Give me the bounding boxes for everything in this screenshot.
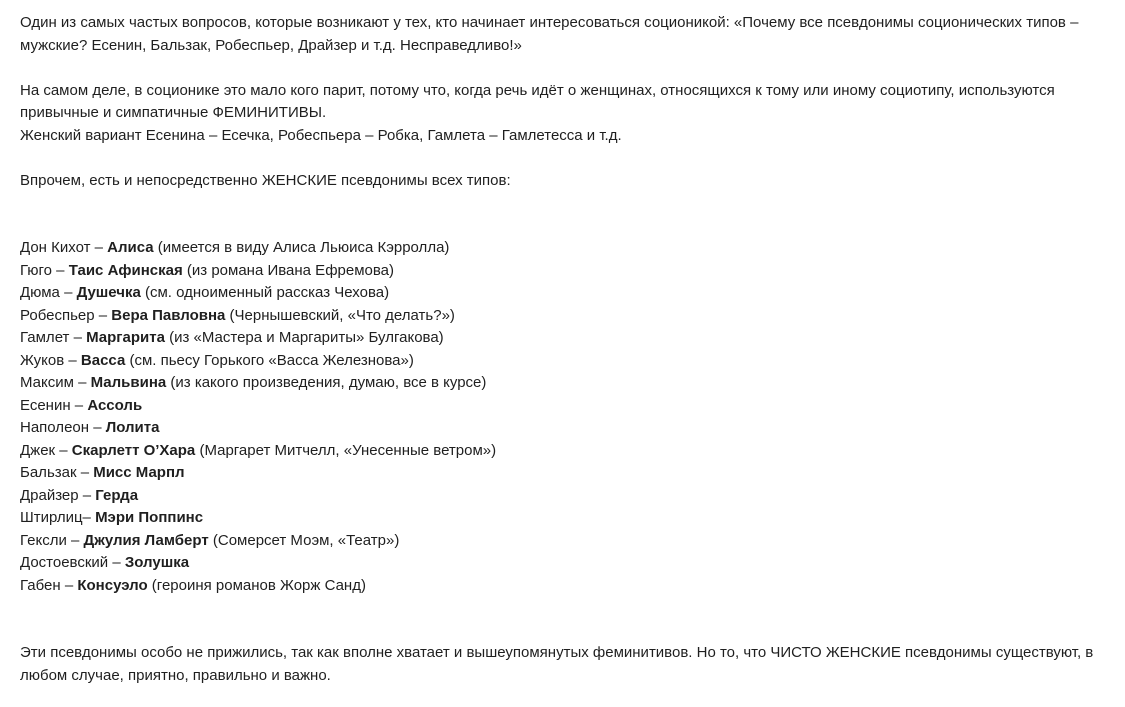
pseudonym-note: (Чернышевский, «Что делать?») <box>225 306 455 324</box>
list-item <box>20 507 1115 530</box>
pseudonym-note: (имеется в виду Алиса Льюиса Кэрролла) <box>153 239 450 256</box>
list-item <box>20 530 1115 553</box>
article-body <box>20 12 1115 687</box>
socionic-type: Робеспьер – <box>20 306 112 324</box>
list-item <box>20 462 1115 485</box>
list-item <box>20 327 1115 350</box>
pseudonym-note: (см. пьесу Горького «Васса Железнова») <box>125 351 414 369</box>
socionic-type: Гамлет – <box>20 329 87 346</box>
female-pseudonym: Джулия Ламберт <box>83 531 209 549</box>
socionic-type: Джек – <box>20 441 72 459</box>
pseudonym-list <box>20 237 1115 597</box>
socionic-type: Драйзер – <box>20 486 96 504</box>
socionic-type: Габен – <box>20 576 78 594</box>
list-item <box>20 237 1115 260</box>
intro-paragraph-feminitives: На самом деле, в соционике это мало кого парит, потому что, когда речь идёт о женщинах, относящихся к тому или иному социотипу, используются привычные и симпатичные ФЕМИНИТИВЫ. <box>20 81 1055 121</box>
pseudonym-note: (см. одноименный рассказ Чехова) <box>140 284 390 301</box>
spacer <box>20 597 1115 642</box>
intro-paragraph-examples: Женский вариант Есенина – Есечка, Робеспьера – Робка, Гамлета – Гамлетесса и т.д. <box>20 126 622 144</box>
female-pseudonym: Васса <box>80 351 126 369</box>
socionic-type: Штирлиц– <box>20 509 96 526</box>
pseudonym-note: (героиня романов Жорж Санд) <box>147 576 366 594</box>
spacer <box>20 57 1115 80</box>
female-pseudonym: Консуэло <box>77 576 148 594</box>
list-item <box>20 395 1115 418</box>
outro-paragraph: Эти псевдонимы особо не прижились, так как вполне хватает и вышеупомянутых феминитивов. Но то, что ЧИСТО ЖЕНСКИЕ псевдонимы существуют, в любом случае, приятно, правильно и важно. <box>20 644 1094 684</box>
list-item <box>20 440 1115 463</box>
socionic-type: Жуков – <box>20 351 81 369</box>
list-item <box>20 350 1115 373</box>
female-pseudonym: Мэри Поппинс <box>95 509 204 526</box>
spacer <box>20 147 1115 170</box>
socionic-type: Дюма – <box>20 284 77 301</box>
female-pseudonym: Мальвина <box>90 374 167 391</box>
list-item <box>20 485 1115 508</box>
female-pseudonym: Алиса <box>107 239 154 256</box>
intro-paragraph-question: Один из самых частых вопросов, которые возникают у тех, кто начинает интересоваться соционикой: «Почему все псевдонимы соционических типов – мужские? Есенин, Бальзак, Робеспьер, Драйзер и т.д. Несправедливо!» <box>20 14 1079 54</box>
list-item <box>20 372 1115 395</box>
intro-paragraph-lead: Впрочем, есть и непосредственно ЖЕНСКИЕ псевдонимы всех типов: <box>20 171 511 189</box>
list-item <box>20 552 1115 575</box>
female-pseudonym: Таис Афинская <box>68 261 183 279</box>
list-item <box>20 575 1115 598</box>
spacer <box>20 192 1115 237</box>
list-item <box>20 417 1115 440</box>
female-pseudonym: Герда <box>95 486 139 504</box>
socionic-type: Бальзак – <box>20 464 94 481</box>
socionic-type: Достоевский – <box>20 554 125 571</box>
socionic-type: Гексли – <box>20 531 84 549</box>
female-pseudonym: Лолита <box>105 419 160 436</box>
female-pseudonym: Мисс Марпл <box>93 464 185 481</box>
list-item <box>20 260 1115 283</box>
pseudonym-note: (Сомерсет Моэм, «Театр») <box>208 531 400 549</box>
list-item <box>20 282 1115 305</box>
female-pseudonym: Душечка <box>76 284 141 301</box>
socionic-type: Максим – <box>20 374 91 391</box>
pseudonym-note: (Маргарет Митчелл, «Унесенные ветром») <box>195 441 497 459</box>
socionic-type: Есенин – <box>20 396 88 414</box>
list-item <box>20 305 1115 328</box>
socionic-type: Дон Кихот – <box>20 239 108 256</box>
pseudonym-note: (из романа Ивана Ефремова) <box>182 261 395 279</box>
pseudonym-note: (из «Мастера и Маргариты» Булгакова) <box>164 329 444 346</box>
socionic-type: Гюго – <box>20 261 69 279</box>
female-pseudonym: Золушка <box>124 554 190 571</box>
female-pseudonym: Ассоль <box>87 396 143 414</box>
socionic-type: Наполеон – <box>20 419 106 436</box>
female-pseudonym: Маргарита <box>86 329 165 346</box>
pseudonym-note: (из какого произведения, думаю, все в курсе) <box>166 374 487 391</box>
female-pseudonym: Скарлетт О’Хара <box>71 441 196 459</box>
female-pseudonym: Вера Павловна <box>111 306 226 324</box>
